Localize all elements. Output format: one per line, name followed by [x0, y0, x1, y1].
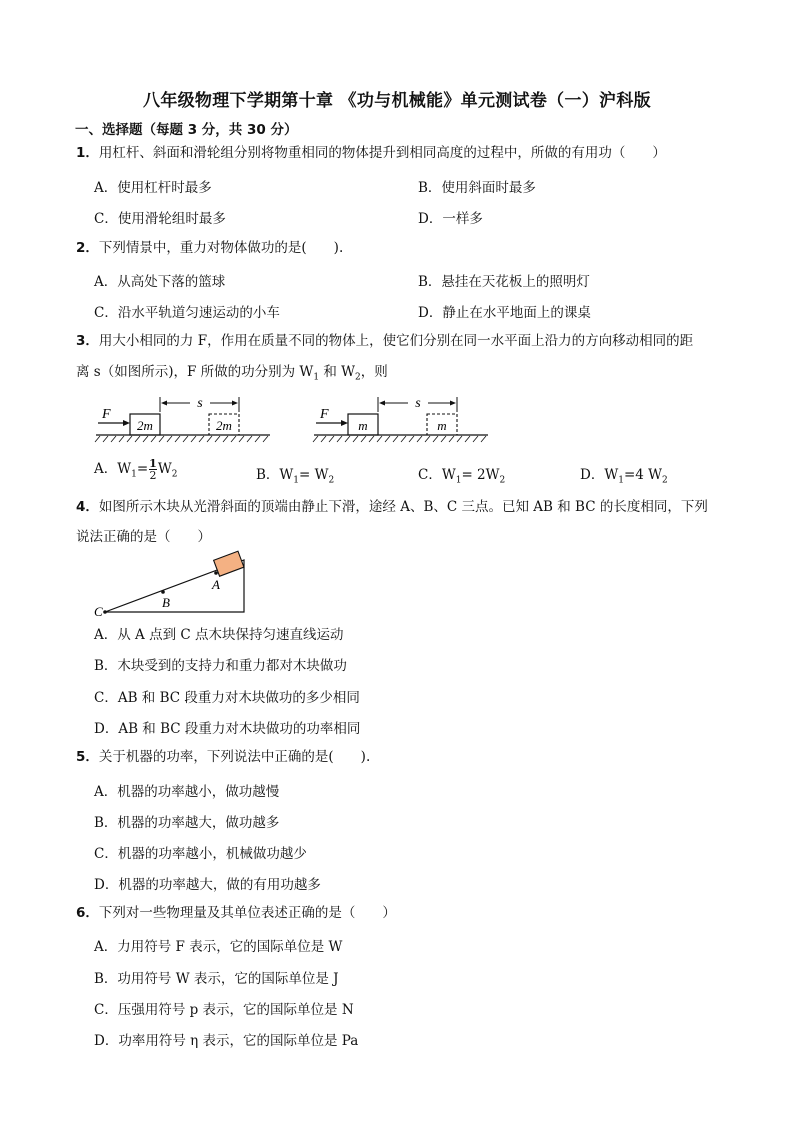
question-stem: 如图所示木块从光滑斜面的顶端由静止下滑，途经 A、B、C 三点。已知 AB 和 BC 的长度相同，下列 — [98, 499, 708, 515]
svg-text:s: s — [415, 396, 421, 411]
question-number: 1． — [76, 145, 99, 161]
q3-option-b: B．$W_1= W_2$ — [256, 467, 335, 486]
svg-text:m: m — [358, 418, 368, 433]
wood-block — [214, 551, 244, 576]
q5-option-a: A．机器的功率越小，做功越慢 — [94, 784, 280, 800]
q4-option-b: B．木块受到的支持力和重力都对木块做功 — [94, 658, 347, 674]
section-heading: 一、选择题（每题 3 分，共 30 分） — [75, 122, 298, 138]
svg-text:m: m — [437, 418, 447, 433]
question-number: 6． — [76, 905, 99, 921]
point-b-label: B — [162, 595, 170, 610]
q1-option-c: C．使用滑轮组时最多 — [94, 211, 226, 227]
q1-option-a: A．使用杠杆时最多 — [94, 180, 212, 196]
q2-option-b: B．悬挂在天花板上的照明灯 — [418, 274, 590, 290]
question-4-line2: 说法正确的是（ ） — [76, 529, 211, 545]
q2-option-d: D．静止在水平地面上的课桌 — [418, 305, 591, 321]
q1-option-b: B．使用斜面时最多 — [418, 180, 536, 196]
diagram-m — [313, 396, 488, 442]
q5-option-d: D．机器的功率越大，做的有用功越多 — [94, 877, 321, 893]
question-6 — [76, 898, 756, 929]
question-number: 3． — [76, 333, 99, 349]
q3-force-diagram — [90, 392, 510, 452]
question-stem: 下列情景中，重力对物体做功的是( ). — [98, 240, 344, 256]
question-stem: 关于机器的功率，下列说法中正确的是( ). — [98, 749, 371, 765]
fraction-one-half: $\frac{1}{2}$ — [149, 457, 157, 482]
question-stem: 用杠杆、斜面和滑轮组分别将物重相同的物体提升到相同高度的过程中，所做的有用功（ ） — [98, 145, 666, 161]
q6-option-a: A．力用符号 F 表示，它的国际单位是 W — [94, 939, 343, 955]
q6-option-d: D．功率用符号 η 表示，它的国际单位是 Pa — [94, 1033, 359, 1049]
q4-option-c: C．AB 和 BC 段重力对木块做功的多少相同 — [94, 690, 360, 706]
question-number: 4． — [76, 499, 99, 515]
question-1 — [76, 138, 756, 169]
q1-option-d: D．一样多 — [418, 211, 483, 227]
q6-option-c: C．压强用符号 p 表示，它的国际单位是 N — [94, 1002, 354, 1018]
q4-option-a: A．从 A 点到 C 点木块保持匀速直线运动 — [94, 627, 344, 643]
page-title: 八年级物理下学期第十章 《功与机械能》单元测试卷（一）沪科版 — [143, 91, 651, 111]
point-c-label: C — [94, 604, 103, 619]
q3-option-a: A．$W_1=$ $\frac{1}{2}$ $W_2$ — [94, 457, 178, 482]
question-3-line2: 离 s（如图所示)，F 所做的功分别为 $W_1$ 和 $W_2$，则 — [76, 364, 388, 383]
question-number: 5． — [76, 749, 99, 765]
q2-option-c: C．沿水平轨道匀速运动的小车 — [94, 305, 280, 321]
question-3 — [76, 326, 756, 357]
question-2 — [76, 233, 756, 264]
question-5 — [76, 742, 756, 773]
svg-text:F: F — [320, 407, 329, 422]
diagram-2m — [95, 396, 270, 442]
q6-option-b: B．功用符号 W 表示，它的国际单位是 J — [94, 971, 339, 987]
q5-option-c: C．机器的功率越小，机械做功越少 — [94, 846, 307, 862]
question-stem: 下列对一些物理量及其单位表述正确的是（ ） — [98, 905, 396, 921]
q2-option-a: A．从高处下落的篮球 — [94, 274, 226, 290]
q4-incline-diagram — [90, 550, 260, 620]
force-label: F — [102, 407, 111, 422]
question-4 — [76, 492, 756, 523]
q3-option-d: D．$W_1=4$ $W_2$ — [580, 467, 668, 486]
q3-option-c: C．$W_1= 2W_2$ — [418, 467, 506, 486]
q4-option-d: D．AB 和 BC 段重力对木块做功的功率相同 — [94, 721, 361, 737]
svg-text:2m: 2m — [216, 418, 232, 433]
point-a-label: A — [212, 577, 220, 592]
distance-label: s — [197, 396, 203, 411]
mass-label: 2m — [137, 418, 153, 433]
q5-option-b: B．机器的功率越大，做功越多 — [94, 815, 280, 831]
question-number: 2． — [76, 240, 99, 256]
question-stem: 用大小相同的力 F，作用在质量不同的物体上，使它们分别在同一水平面上沿力的方向移动相同的距 — [98, 333, 694, 349]
